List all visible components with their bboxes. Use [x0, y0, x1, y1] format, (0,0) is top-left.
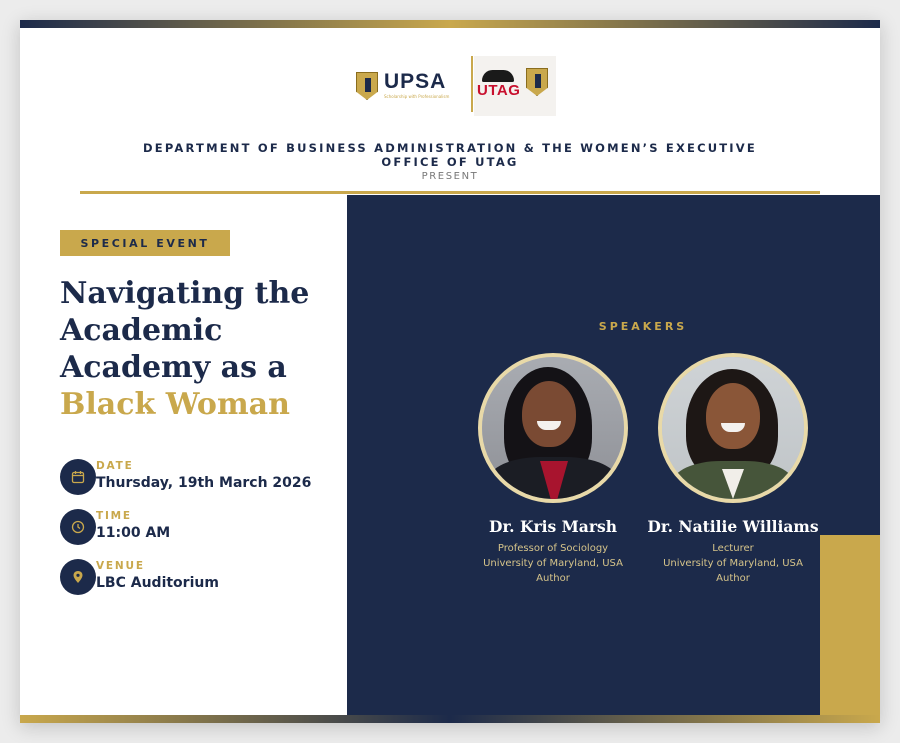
date-label: DATE — [96, 460, 134, 472]
bottom-accent-bar — [20, 715, 880, 723]
detail-venue — [60, 559, 350, 595]
speaker-extra: Author — [536, 573, 570, 584]
speaker-role: Professor of Sociology — [497, 543, 609, 554]
organizers-title: DEPARTMENT OF BUSINESS ADMINISTRATION & THE WOMEN’S EXECUTIVE OFFICE OF UTAG — [143, 141, 757, 169]
event-title-main: Navigating the Academic Academy as a — [60, 276, 310, 385]
event-title-accent: Black Woman — [60, 387, 290, 422]
upsa-logo-tagline: Scholarship with Professionalism — [384, 94, 450, 99]
special-event-badge: SPECIAL EVENT — [60, 230, 230, 256]
speaker-role: Lecturer — [712, 543, 754, 554]
detail-date — [60, 459, 350, 495]
gold-corner-block — [820, 535, 880, 715]
speaker-name: Dr. Kris Marsh — [489, 517, 617, 536]
time-label: TIME — [96, 510, 132, 522]
event-title — [60, 275, 350, 423]
top-accent-bar — [20, 20, 880, 28]
time-value: 11:00 AM — [96, 525, 171, 541]
clock-icon — [60, 509, 96, 545]
utag-logo — [474, 56, 556, 116]
venue-value: LBC Auditorium — [96, 575, 219, 591]
speaker-extra: Author — [716, 573, 750, 584]
upsa-logo — [356, 70, 466, 104]
venue-label: VENUE — [96, 560, 145, 572]
speaker-photo — [478, 353, 628, 503]
logo-divider — [471, 56, 473, 112]
date-value: Thursday, 19th March 2026 — [96, 475, 312, 491]
logo-group — [352, 56, 556, 116]
calendar-icon — [60, 459, 96, 495]
upsa-crest-icon — [356, 72, 378, 100]
header-divider — [80, 191, 820, 194]
speaker-affiliation: University of Maryland, USA — [483, 558, 623, 569]
speaker-name: Dr. Natilie Williams — [647, 517, 819, 536]
speaker-photo — [658, 353, 808, 503]
speaker-affiliation: University of Maryland, USA — [663, 558, 803, 569]
upsa-logo-text: UPSA — [384, 70, 447, 93]
utag-logo-text: UTAG — [477, 82, 521, 99]
event-flyer — [20, 20, 880, 723]
detail-time — [60, 509, 350, 545]
present-label: PRESENT — [421, 171, 479, 182]
speakers-heading: SPEAKERS — [598, 320, 688, 333]
utag-emblem-icon — [482, 70, 514, 82]
utag-crest-icon — [526, 68, 548, 96]
location-pin-icon — [60, 559, 96, 595]
